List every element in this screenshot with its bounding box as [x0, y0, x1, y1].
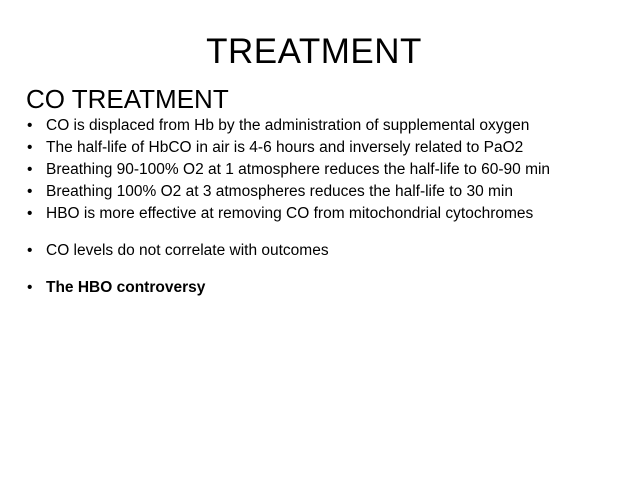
list-item [26, 139, 626, 157]
bullet-text: Breathing 100% O2 at 3 atmospheres reduces the half-life to 30 min [46, 183, 513, 200]
bullet-icon: • [27, 242, 33, 259]
bullet-icon: • [27, 183, 33, 200]
bullet-icon: • [27, 205, 33, 222]
bullet-text: The HBO controversy [46, 279, 206, 296]
bullet-text: CO levels do not correlate with outcomes [46, 242, 329, 259]
bullet-text: The half-life of HbCO in air is 4-6 hours and inversely related to PaO2 [46, 139, 524, 156]
slide-title: TREATMENT [206, 32, 422, 71]
bullet-icon: • [27, 117, 33, 134]
list-item [26, 279, 626, 297]
bullet-list [26, 117, 626, 301]
bullet-text: CO is displaced from Hb by the administration of supplemental oxygen [46, 117, 530, 134]
bullet-icon: • [27, 161, 33, 178]
bullet-icon: • [27, 139, 33, 156]
list-item [26, 117, 626, 135]
list-item [26, 161, 626, 179]
bullet-icon: • [27, 279, 33, 296]
list-item [26, 183, 626, 201]
bullet-text: HBO is more effective at removing CO from mitochondrial cytochromes [46, 205, 534, 222]
list-item [26, 242, 626, 260]
slide-subtitle: CO TREATMENT [26, 84, 229, 114]
list-item [26, 205, 626, 223]
bullet-text: Breathing 90-100% O2 at 1 atmosphere reduces the half-life to 60-90 min [46, 161, 551, 178]
